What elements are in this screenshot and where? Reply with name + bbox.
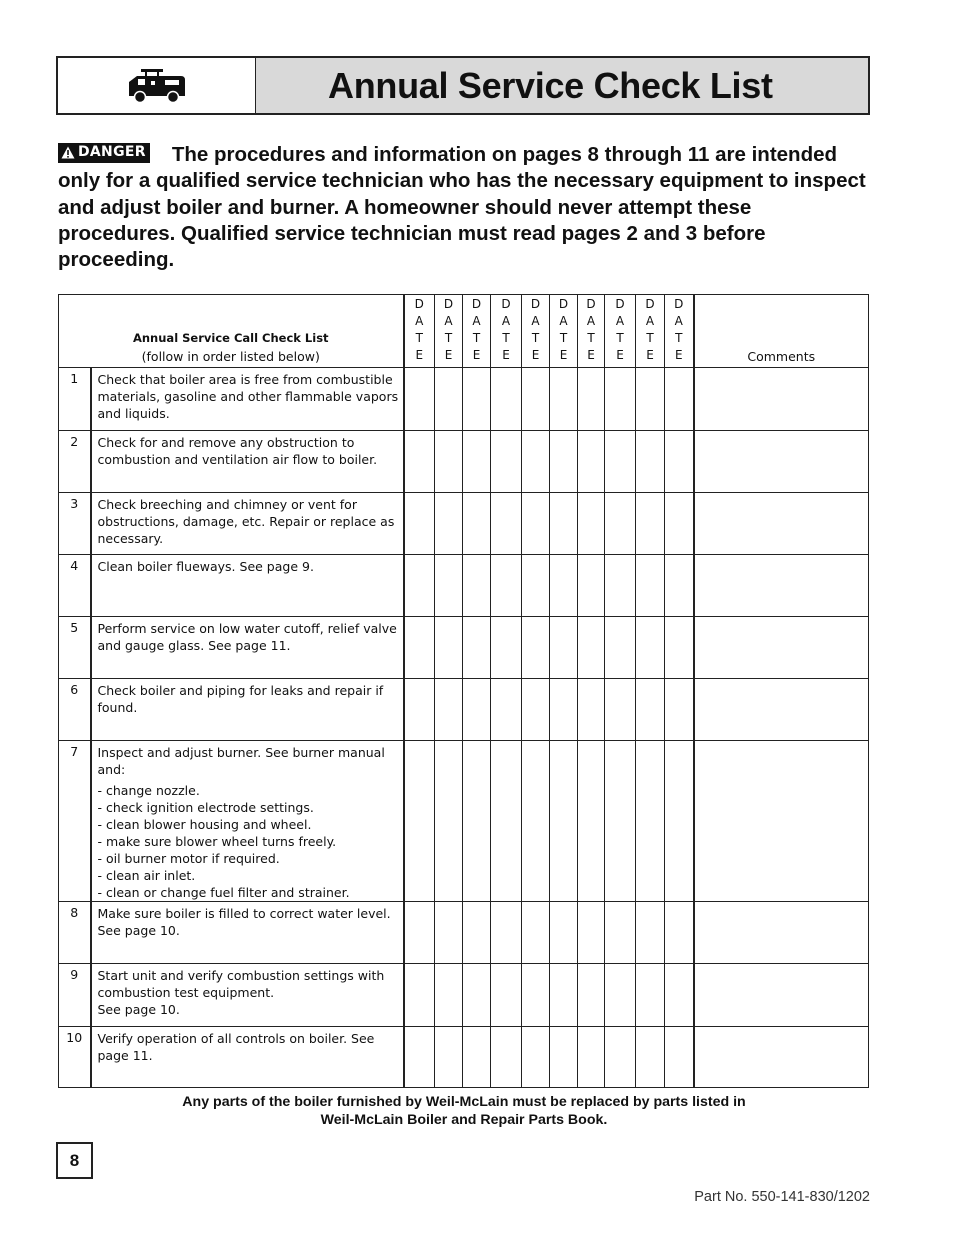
date-check-cell[interactable] — [550, 555, 578, 617]
date-check-cell[interactable] — [636, 368, 665, 431]
date-letter: A — [501, 314, 511, 328]
date-letter: D — [645, 297, 655, 311]
date-column-header — [636, 295, 665, 368]
item-number: 10 — [59, 1027, 91, 1088]
date-check-cell[interactable] — [491, 741, 522, 902]
date-letter: D — [414, 297, 424, 311]
comments-cell[interactable] — [694, 617, 869, 679]
date-check-cell[interactable] — [605, 555, 636, 617]
date-check-cell[interactable] — [435, 431, 463, 493]
date-check-cell[interactable] — [522, 555, 550, 617]
header-title-box — [256, 58, 868, 113]
date-letter: T — [502, 331, 510, 345]
date-letter: D — [615, 297, 625, 311]
checklist-row — [59, 679, 869, 741]
comments-cell[interactable] — [694, 368, 869, 431]
item-description — [91, 555, 404, 617]
date-letter: D — [471, 297, 482, 311]
table-subtitle: (follow in order listed below) — [141, 349, 320, 364]
item-text: Check breeching and chimney or vent for obstructions, damage, etc. Repair or replace as necessary. — [97, 497, 395, 546]
item-number: 7 — [59, 741, 91, 902]
date-check-cell[interactable] — [404, 964, 435, 1027]
date-check-cell[interactable] — [550, 617, 578, 679]
page-title: Annual Service Check List — [328, 64, 773, 106]
date-letter: E — [616, 348, 624, 362]
date-check-cell[interactable] — [550, 431, 578, 493]
checklist-row — [59, 617, 869, 679]
date-check-cell[interactable] — [636, 741, 665, 902]
date-check-cell[interactable] — [665, 679, 694, 741]
date-check-cell[interactable] — [404, 368, 435, 431]
date-check-cell[interactable] — [550, 493, 578, 555]
checklist-row — [59, 964, 869, 1027]
date-letter: E — [531, 348, 540, 362]
item-description — [91, 741, 404, 902]
date-column-header — [435, 295, 463, 368]
date-letter: D — [558, 297, 569, 311]
date-check-cell[interactable] — [522, 617, 550, 679]
date-column-header — [665, 295, 694, 368]
item-text: Inspect and adjust burner. See burner manual and: — [97, 745, 385, 777]
date-letter: E — [415, 348, 424, 362]
date-check-cell[interactable] — [404, 555, 435, 617]
date-check-cell[interactable] — [463, 679, 491, 741]
date-check-cell[interactable] — [435, 679, 463, 741]
date-check-cell[interactable] — [578, 964, 605, 1027]
date-check-cell[interactable] — [605, 902, 636, 964]
date-letter: A — [559, 314, 568, 328]
date-check-cell[interactable] — [404, 493, 435, 555]
date-letter: T — [616, 331, 624, 345]
item-text: Check that boiler area is free from combustible materials, gasoline and other flammable vapors and liquids. — [97, 372, 399, 421]
date-check-cell[interactable] — [636, 493, 665, 555]
date-letter: A — [615, 314, 625, 328]
date-check-cell[interactable] — [522, 1027, 550, 1088]
footnote-line-2: Weil-McLain Boiler and Repair Parts Book. — [320, 1112, 608, 1128]
date-letter: A — [674, 314, 683, 328]
date-check-cell[interactable] — [605, 493, 636, 555]
item-number: 5 — [59, 617, 91, 679]
date-letter: A — [444, 314, 453, 328]
checklist-row — [59, 741, 869, 902]
date-column-header — [522, 295, 550, 368]
item-number: 8 — [59, 902, 91, 964]
date-check-cell[interactable] — [636, 679, 665, 741]
date-letter: T — [587, 331, 595, 345]
table-title: Annual Service Call Check List — [132, 331, 329, 345]
page-number: 8 — [56, 1142, 93, 1179]
date-check-cell[interactable] — [578, 431, 605, 493]
date-check-cell[interactable] — [435, 555, 463, 617]
date-check-cell[interactable] — [578, 679, 605, 741]
date-check-cell[interactable] — [522, 902, 550, 964]
item-text: Clean boiler flueways. See page 9. — [97, 559, 314, 574]
comments-cell[interactable] — [694, 431, 869, 493]
date-check-cell[interactable] — [636, 964, 665, 1027]
date-check-cell[interactable] — [605, 617, 636, 679]
checklist-row — [59, 493, 869, 555]
date-check-cell[interactable] — [665, 1027, 694, 1088]
date-check-cell[interactable] — [435, 964, 463, 1027]
item-extra-text: See page 10. — [97, 1002, 180, 1017]
date-check-cell[interactable] — [665, 902, 694, 964]
date-check-cell[interactable] — [435, 617, 463, 679]
item-text: Make sure boiler is filled to correct water level. See page 10. — [97, 906, 391, 938]
date-check-cell[interactable] — [578, 555, 605, 617]
date-check-cell[interactable] — [550, 741, 578, 902]
date-check-cell[interactable] — [550, 902, 578, 964]
date-check-cell[interactable] — [578, 741, 605, 902]
item-number: 6 — [59, 679, 91, 741]
item-number: 3 — [59, 493, 91, 555]
date-column-header — [463, 295, 491, 368]
date-check-cell[interactable] — [463, 1027, 491, 1088]
item-number: 1 — [59, 368, 91, 431]
date-check-cell[interactable] — [665, 617, 694, 679]
item-subitem: - clean or change fuel filter and strainer. — [97, 885, 350, 900]
date-check-cell[interactable] — [491, 902, 522, 964]
date-letter: E — [559, 348, 568, 362]
danger-badge-label: DANGER — [78, 144, 146, 161]
date-check-cell[interactable] — [404, 617, 435, 679]
item-text: Check boiler and piping for leaks and repair if found. — [97, 683, 384, 715]
date-letter: D — [674, 297, 684, 311]
comments-cell[interactable] — [694, 964, 869, 1027]
date-check-cell[interactable] — [665, 493, 694, 555]
item-description — [91, 368, 404, 431]
date-check-cell[interactable] — [550, 1027, 578, 1088]
date-check-cell[interactable] — [605, 368, 636, 431]
date-check-cell[interactable] — [578, 902, 605, 964]
date-check-cell[interactable] — [665, 431, 694, 493]
date-check-cell[interactable] — [435, 741, 463, 902]
service-checklist-table — [58, 294, 869, 1088]
date-letter: T — [559, 331, 568, 345]
date-check-cell[interactable] — [636, 902, 665, 964]
item-number: 4 — [59, 555, 91, 617]
date-check-cell[interactable] — [491, 679, 522, 741]
item-subitem: - oil burner motor if required. — [97, 851, 280, 866]
date-check-cell[interactable] — [522, 493, 550, 555]
comments-cell[interactable] — [694, 493, 869, 555]
parts-footnote — [0, 1093, 954, 1129]
checklist-row — [59, 368, 869, 431]
item-text: Perform service on low water cutoff, relief valve and gauge glass. See page 11. — [97, 621, 397, 653]
date-check-cell[interactable] — [491, 493, 522, 555]
date-check-cell[interactable] — [491, 617, 522, 679]
item-text: Start unit and verify combustion settings with combustion test equipment. — [97, 968, 385, 1000]
service-van-icon — [127, 68, 187, 104]
item-description — [91, 902, 404, 964]
date-check-cell[interactable] — [463, 741, 491, 902]
comments-header: Comments — [694, 295, 869, 368]
date-check-cell[interactable] — [491, 1027, 522, 1088]
date-check-cell[interactable] — [605, 431, 636, 493]
item-number: 9 — [59, 964, 91, 1027]
date-check-cell[interactable] — [605, 1027, 636, 1088]
date-column-header — [404, 295, 435, 368]
date-check-cell[interactable] — [463, 431, 491, 493]
item-subitem: - clean air inlet. — [97, 868, 196, 883]
item-subitem: - change nozzle. — [97, 783, 200, 798]
checklist-row — [59, 555, 869, 617]
date-letter: T — [646, 331, 654, 345]
date-check-cell[interactable] — [636, 617, 665, 679]
part-number: Part No. 550-141-830/1202 — [694, 1189, 870, 1205]
date-letter: A — [586, 314, 596, 328]
item-description — [91, 1027, 404, 1088]
date-check-cell[interactable] — [605, 964, 636, 1027]
date-letter: E — [646, 348, 654, 362]
date-letter: E — [444, 348, 453, 362]
date-letter: D — [501, 297, 511, 311]
date-check-cell[interactable] — [665, 741, 694, 902]
date-check-cell[interactable] — [491, 431, 522, 493]
date-letter: D — [443, 297, 454, 311]
date-column-header — [550, 295, 578, 368]
date-check-cell[interactable] — [522, 741, 550, 902]
date-check-cell[interactable] — [636, 431, 665, 493]
date-check-cell[interactable] — [404, 679, 435, 741]
item-subitem: - make sure blower wheel turns freely. — [97, 834, 337, 849]
date-letter: A — [531, 314, 540, 328]
danger-badge — [58, 143, 150, 163]
date-check-cell[interactable] — [435, 368, 463, 431]
comments-cell[interactable] — [694, 1027, 869, 1088]
date-check-cell[interactable] — [404, 902, 435, 964]
date-check-cell[interactable] — [636, 1027, 665, 1088]
item-subitems — [98, 782, 399, 901]
item-text: Check for and remove any obstruction to combustion and ventilation air flow to boiler. — [97, 435, 378, 467]
date-column-header — [605, 295, 636, 368]
date-letter: T — [472, 331, 481, 345]
date-check-cell[interactable] — [522, 964, 550, 1027]
item-description — [91, 964, 404, 1027]
date-check-cell[interactable] — [491, 555, 522, 617]
date-check-cell[interactable] — [404, 741, 435, 902]
date-letter: E — [472, 348, 481, 362]
header-icon-box — [58, 58, 256, 113]
checklist-row — [59, 1027, 869, 1088]
warning-triangle-icon — [61, 146, 75, 159]
comments-cell[interactable] — [694, 555, 869, 617]
date-check-cell[interactable] — [578, 1027, 605, 1088]
table-title-cell — [59, 295, 404, 368]
table-header-row — [59, 295, 869, 368]
item-description — [91, 617, 404, 679]
date-check-cell[interactable] — [435, 493, 463, 555]
item-description — [91, 493, 404, 555]
date-check-cell[interactable] — [435, 1027, 463, 1088]
date-check-cell[interactable] — [463, 493, 491, 555]
page-header — [56, 56, 870, 115]
date-check-cell[interactable] — [435, 902, 463, 964]
date-letter: T — [444, 331, 453, 345]
date-check-cell[interactable] — [463, 964, 491, 1027]
date-check-cell[interactable] — [550, 679, 578, 741]
date-check-cell[interactable] — [550, 368, 578, 431]
item-number: 2 — [59, 431, 91, 493]
danger-notice — [58, 142, 873, 273]
date-check-cell[interactable] — [605, 679, 636, 741]
date-letter: T — [415, 331, 423, 345]
item-subitem: - check ignition electrode settings. — [97, 800, 314, 815]
date-check-cell[interactable] — [522, 679, 550, 741]
date-check-cell[interactable] — [605, 741, 636, 902]
checklist-row — [59, 431, 869, 493]
date-check-cell[interactable] — [463, 368, 491, 431]
date-letter: E — [674, 348, 683, 362]
date-check-cell[interactable] — [665, 555, 694, 617]
date-column-header — [578, 295, 605, 368]
date-check-cell[interactable] — [578, 493, 605, 555]
date-check-cell[interactable] — [463, 555, 491, 617]
date-letter: T — [675, 331, 683, 345]
date-column-header — [491, 295, 522, 368]
date-check-cell[interactable] — [578, 617, 605, 679]
date-check-cell[interactable] — [636, 555, 665, 617]
footnote-line-1: Any parts of the boiler furnished by Weil-McLain must be replaced by parts listed in — [182, 1094, 746, 1110]
date-letter: A — [645, 314, 655, 328]
date-check-cell[interactable] — [404, 1027, 435, 1088]
date-letter: A — [472, 314, 481, 328]
date-check-cell[interactable] — [491, 368, 522, 431]
date-check-cell[interactable] — [665, 964, 694, 1027]
comments-cell[interactable] — [694, 902, 869, 964]
date-letter: E — [587, 348, 595, 362]
comments-cell[interactable] — [694, 741, 869, 902]
date-check-cell[interactable] — [463, 902, 491, 964]
date-check-cell[interactable] — [550, 964, 578, 1027]
date-letter: E — [502, 348, 510, 362]
date-check-cell[interactable] — [522, 431, 550, 493]
item-description — [91, 431, 404, 493]
date-check-cell[interactable] — [665, 368, 694, 431]
date-check-cell[interactable] — [404, 431, 435, 493]
danger-text: The procedures and information on pages 8 through 11 are intended only for a qualified service technician who has the necessary equipment to inspect and adjust boiler and burner. A homeowner should never attempt these procedures. Qualified service technician must read pages 2 and 3 before proceeding. — [58, 143, 866, 272]
item-subitem: - clean blower housing and wheel. — [97, 817, 312, 832]
date-letter: T — [531, 331, 540, 345]
item-text: Verify operation of all controls on boiler. See page 11. — [97, 1031, 375, 1063]
date-check-cell[interactable] — [491, 964, 522, 1027]
comments-cell[interactable] — [694, 679, 869, 741]
date-letter: D — [586, 297, 596, 311]
date-check-cell[interactable] — [522, 368, 550, 431]
date-letter: D — [530, 297, 541, 311]
checklist-row — [59, 902, 869, 964]
date-letter: A — [415, 314, 424, 328]
item-description — [91, 679, 404, 741]
date-check-cell[interactable] — [578, 368, 605, 431]
date-check-cell[interactable] — [463, 617, 491, 679]
